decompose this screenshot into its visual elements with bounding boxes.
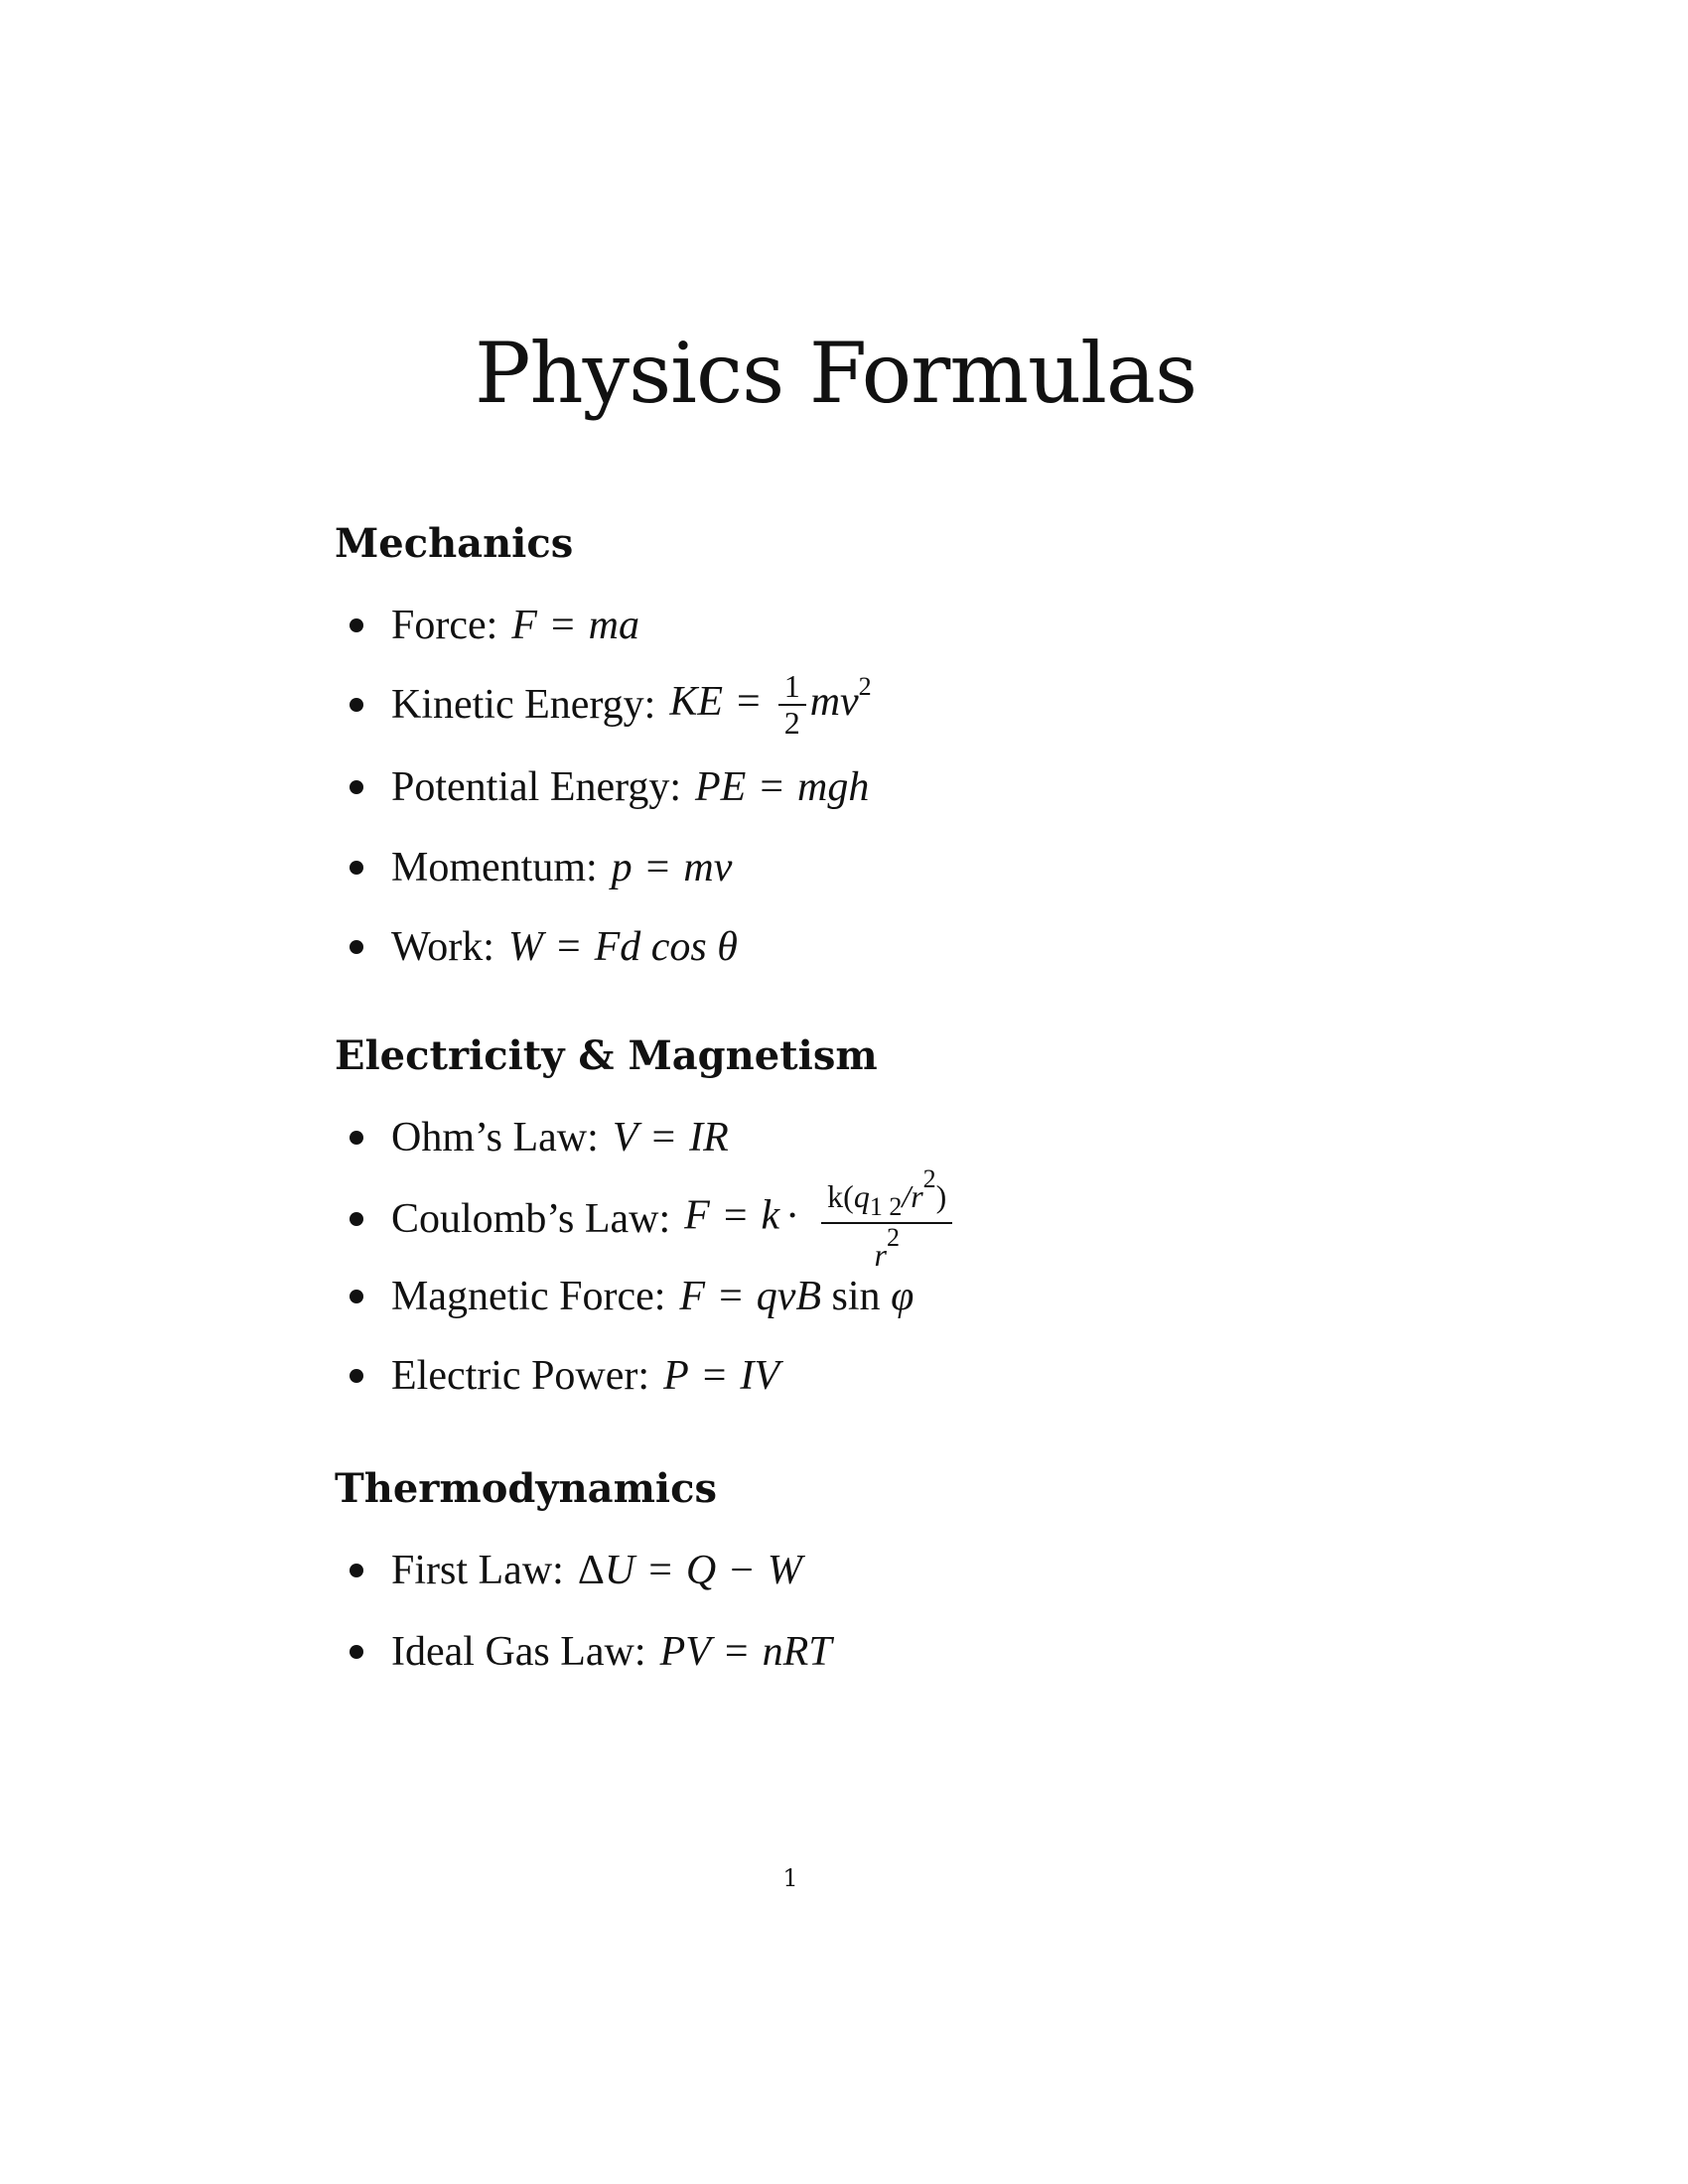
bullet-icon [350,1645,363,1659]
formula-label: Force: [391,603,498,648]
formula-item-momentum [350,838,732,897]
formula: p = mv [611,845,733,890]
formula: F = ma [511,603,639,648]
formula-item-ideal-gas-law [350,1622,832,1682]
formula-label: Ohm’s Law: [391,1115,599,1160]
formula-item-work [350,917,738,977]
formula-item-magnetic-force [350,1267,914,1326]
formula: F = k · $\frac{k(q_{1 2}/r^2)}{r^2}$ [684,1165,956,1273]
bullet-icon [350,1212,363,1226]
formula: PV = nRT [659,1629,832,1675]
formula-label: Coulomb’s Law: [391,1196,671,1242]
formula-label: Ideal Gas Law: [391,1629,646,1675]
formula: KE = $\frac{1}{2}$ $mv^2$ [669,667,872,741]
formula: PE = mgh [695,764,870,810]
formula-item-first-law [350,1541,802,1600]
formula: V = IR [612,1115,729,1160]
formula-label: First Law: [391,1548,564,1593]
bullet-icon [350,861,363,875]
page-title: Physics Formulas [475,325,1197,422]
formula: P = IV [663,1353,780,1399]
bullet-icon [350,1290,363,1303]
formula-label: Potential Energy: [391,764,682,810]
bullet-icon [350,698,363,712]
page-number: 1 [782,1864,798,1892]
formula-item-potential-energy [350,757,869,817]
section-heading-electricity-magnetism: Electricity & Magnetism [335,1032,878,1079]
bullet-icon [350,618,363,632]
formula-label: Magnetic Force: [391,1274,666,1319]
formula: ΔU = Q − W [577,1548,802,1593]
bullet-icon [350,1369,363,1383]
section-heading-thermodynamics: Thermodynamics [335,1465,717,1512]
formula-label: Work: [391,924,494,970]
formula-item-coulombs-law [350,1164,956,1273]
formula: W = Fd cos θ [507,924,738,970]
formula-label: Electric Power: [391,1353,650,1399]
bullet-icon [350,780,363,794]
formula-label: Momentum: [391,845,598,890]
formula-item-force [350,596,639,655]
bullet-icon [350,1131,363,1145]
formula-item-kinetic-energy [350,667,872,741]
section-heading-mechanics: Mechanics [335,520,574,567]
formula: F = qvB sin φ [679,1274,914,1319]
formula-item-ohms-law [350,1108,729,1167]
bullet-icon [350,1564,363,1577]
formula-item-electric-power [350,1346,779,1406]
formula-label: Kinetic Energy: [391,682,656,728]
bullet-icon [350,940,363,954]
